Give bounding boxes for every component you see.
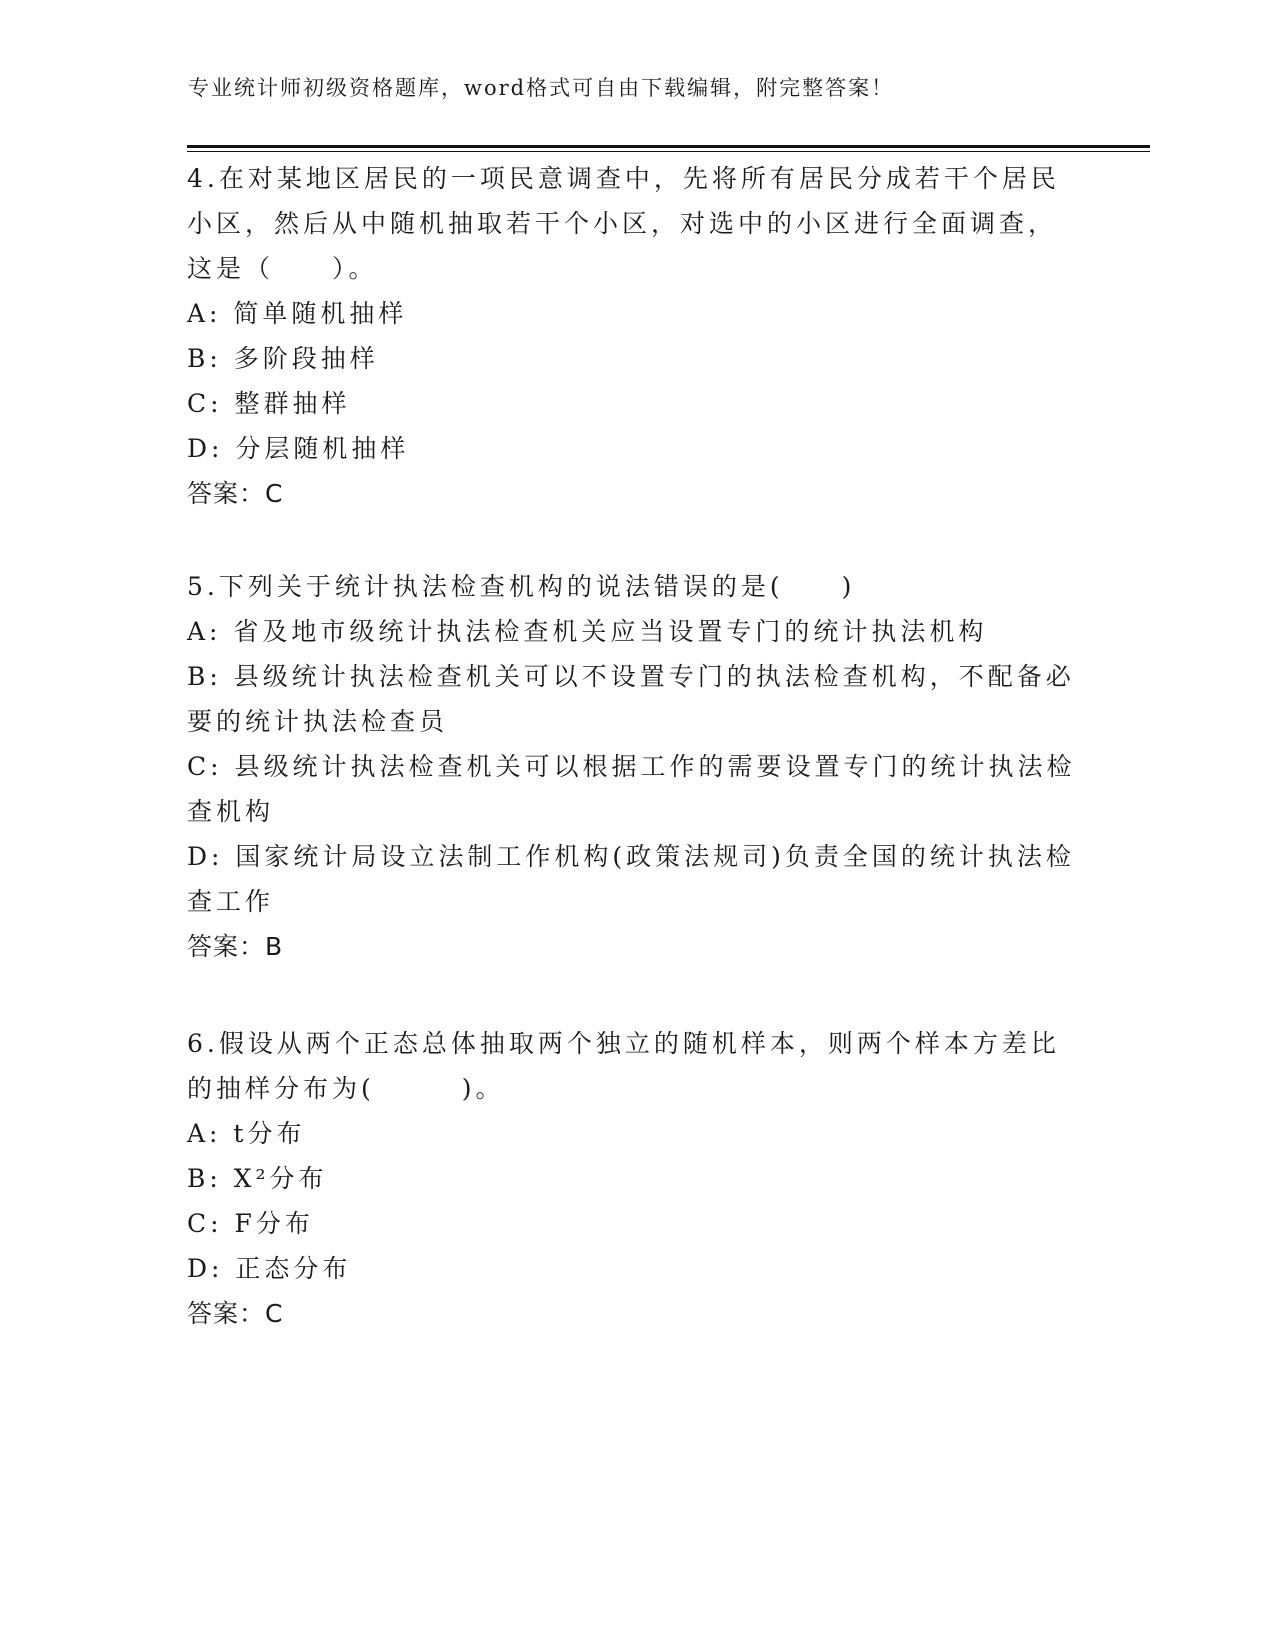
answer-line: 答案：B — [187, 932, 284, 961]
option-b-continued: 要的统计执法检查员 — [187, 707, 449, 736]
option-d: D: 正态分布 — [187, 1254, 352, 1283]
option-b: B: 县级统计执法检查机关可以不设置专门的执法检查机构，不配备必 — [187, 662, 1075, 691]
option-d: D: 国家统计局设立法制工作机构(政策法规司)负责全国的统计执法检 — [187, 842, 1075, 871]
question-4 — [187, 156, 1087, 516]
answer-line: 答案：C — [187, 479, 284, 508]
question-stem-line: 4.在对某地区居民的一项民意调查中，先将所有居民分成若干个居民 — [187, 164, 1060, 193]
question-stem-line: 这是（ ）。 — [187, 254, 378, 283]
option-c: C: F分布 — [187, 1209, 314, 1238]
header-rule-thin — [187, 151, 1150, 152]
option-c-continued: 查机构 — [187, 797, 275, 826]
option-c: C: 县级统计执法检查机关可以根据工作的需要设置专门的统计执法检 — [187, 752, 1076, 781]
question-5 — [187, 564, 1087, 969]
question-stem-line: 5.下列关于统计执法检查机构的说法错误的是( ) — [187, 572, 856, 601]
option-b: B: X²分布 — [187, 1164, 328, 1193]
question-stem-line: 的抽样分布为( )。 — [187, 1074, 505, 1103]
question-6 — [187, 1021, 1087, 1336]
option-a: A: t分布 — [187, 1119, 306, 1148]
option-b: B: 多阶段抽样 — [187, 344, 379, 373]
header-rule-thick — [187, 145, 1150, 148]
question-stem-line: 小区，然后从中随机抽取若干个小区，对选中的小区进行全面调查， — [187, 209, 1058, 238]
page-header: 专业统计师初级资格题库，word格式可自由下载编辑，附完整答案！ — [188, 76, 895, 100]
question-stem-line: 6.假设从两个正态总体抽取两个独立的随机样本，则两个样本方差比 — [187, 1029, 1060, 1058]
option-a: A: 简单随机抽样 — [187, 299, 408, 328]
option-c: C: 整群抽样 — [187, 389, 351, 418]
answer-line: 答案：C — [187, 1299, 284, 1328]
option-d: D: 分层随机抽样 — [187, 434, 410, 463]
option-a: A: 省及地市级统计执法检查机关应当设置专门的统计执法机构 — [187, 617, 988, 646]
option-d-continued: 查工作 — [187, 887, 275, 916]
